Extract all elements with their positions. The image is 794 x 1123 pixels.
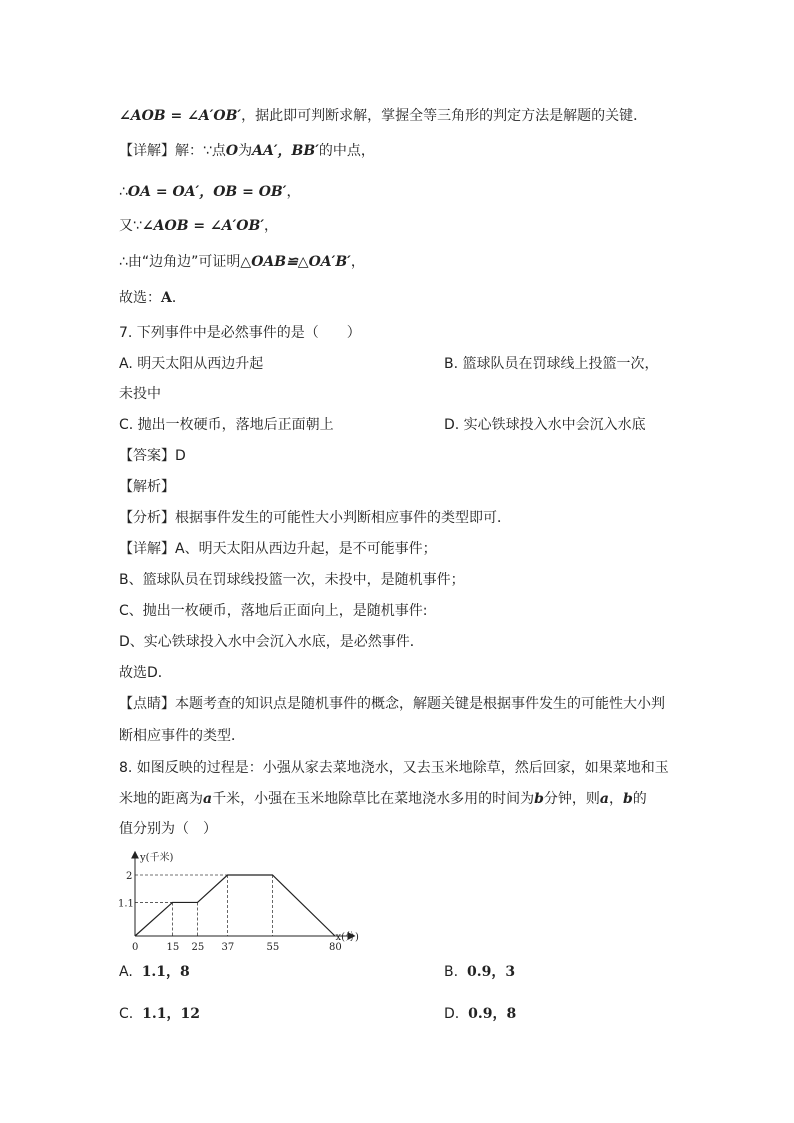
q8-option-b-value: 0.9，3 <box>466 964 516 980</box>
intro-line <box>119 106 647 126</box>
q7-choose: 故选D． <box>119 665 172 681</box>
congruence: △OAB≌△OA′B′ <box>240 254 351 270</box>
q7-detail-2: B、篮球队员在罚球线投篮一次，未投中，是随机事件； <box>119 572 465 588</box>
y-tick-1.1: 1.1 <box>118 898 134 910</box>
q7-option-a: A. 明天太阳从西边升起 <box>119 356 264 372</box>
detail-tag: 【详解】 <box>119 143 175 159</box>
equal-angles: ∠AOB = ∠A′OB′ <box>141 218 265 234</box>
q7-option-d: D. 实心铁球投入水中会沉入水底 <box>444 417 646 433</box>
x-tick-15: 15 <box>166 942 180 953</box>
point-o: O <box>225 143 239 159</box>
q7-dianjing-1: 【点睛】本题考查的知识点是随机事件的概念，解题关键是根据事件发生的可能性大小判 <box>119 696 665 712</box>
detail-line-5: 故选：A． <box>119 290 186 306</box>
segments: AA′，BB′ <box>252 143 319 159</box>
detail-line-2: ∴OA = OA′，OB = OB′， <box>119 184 301 200</box>
x-tick-37: 37 <box>221 942 235 953</box>
x-tick-80: 80 <box>329 942 342 953</box>
var-b-2: b <box>622 791 633 807</box>
q8-line-1: 8. 如图反映的过程是：小强从家去菜地浇水，又去玉米地除草，然后回家，如果菜地和玉 <box>119 760 669 776</box>
q8-option-c-value: 1.1，12 <box>142 1006 200 1022</box>
choice-a: A <box>161 290 172 306</box>
x-tick-55: 55 <box>266 942 280 953</box>
q7-detail-3: C、抛出一枚硬币，落地后正面向上，是随机事件: <box>119 603 428 619</box>
x-axis-label: x(分) <box>335 932 359 943</box>
var-b: b <box>534 791 544 807</box>
q8-line-2: 米地的距离为a千米，小强在玉米地除草比在菜地浇水多用的时间为b分钟，则a，b的 <box>119 791 647 807</box>
q8-option-c: C. 1.1，12 <box>119 1006 200 1022</box>
angle-equation: ∠AOB = ∠A′OB′ <box>119 108 242 124</box>
var-a-2: a <box>599 791 609 807</box>
q7-analysis: 【解析】 <box>119 479 175 495</box>
y-axis-label: y(千米) <box>140 852 174 864</box>
q7-option-b-cont: 未投中 <box>119 386 161 402</box>
x-tick-0: 0 <box>132 942 139 953</box>
q7-dianjing-2: 断相应事件的类型． <box>119 728 245 744</box>
intro-text: ，据此即可判断求解，掌握全等三角形的判定方法是解题的关键． <box>241 108 648 124</box>
var-a: a <box>203 791 213 807</box>
q7-option-b: B. 篮球队员在罚球线上投篮一次， <box>444 356 659 372</box>
q7-answer: 【答案】D <box>119 448 186 464</box>
q7-fenxi: 【分析】根据事件发生的可能性大小判断相应事件的类型即可． <box>119 510 511 526</box>
dashed-guides <box>135 875 273 936</box>
equal-segments: OA = OA′，OB = OB′ <box>127 184 287 200</box>
y-tick-2: 2 <box>126 871 133 882</box>
detail-line-3: 又∵∠AOB = ∠A′OB′， <box>119 218 279 234</box>
q7-detail-1: 【详解】A、明天太阳从西边升起，是不可能事件； <box>119 541 437 557</box>
q7-detail-4: D、实心铁球投入水中会沉入水底，是必然事件． <box>119 634 424 650</box>
q8-option-a: A. 1.1，8 <box>119 964 190 980</box>
detail-line-1: 【详解】解：∵点O为AA′，BB′的中点， <box>119 143 375 159</box>
x-tick-25: 25 <box>191 942 205 953</box>
q8-option-d-value: 0.9，8 <box>468 1006 517 1022</box>
q8-option-b: B. 0.9，3 <box>444 964 516 980</box>
q8-option-a-value: 1.1，8 <box>141 964 190 980</box>
detail-line-4: ∴由“边角边”可证明△OAB≌△OA′B′， <box>119 254 365 270</box>
q8-option-d: D. 0.9，8 <box>444 1006 517 1022</box>
series-line <box>135 875 335 936</box>
q7-stem: 7. 下列事件中是必然事件的是（ ） <box>119 325 361 341</box>
q7-option-c: C. 抛出一枚硬币，落地后正面朝上 <box>119 417 334 433</box>
q8-line-3: 值分别为（ ） <box>119 821 217 837</box>
distance-time-chart <box>116 843 366 953</box>
